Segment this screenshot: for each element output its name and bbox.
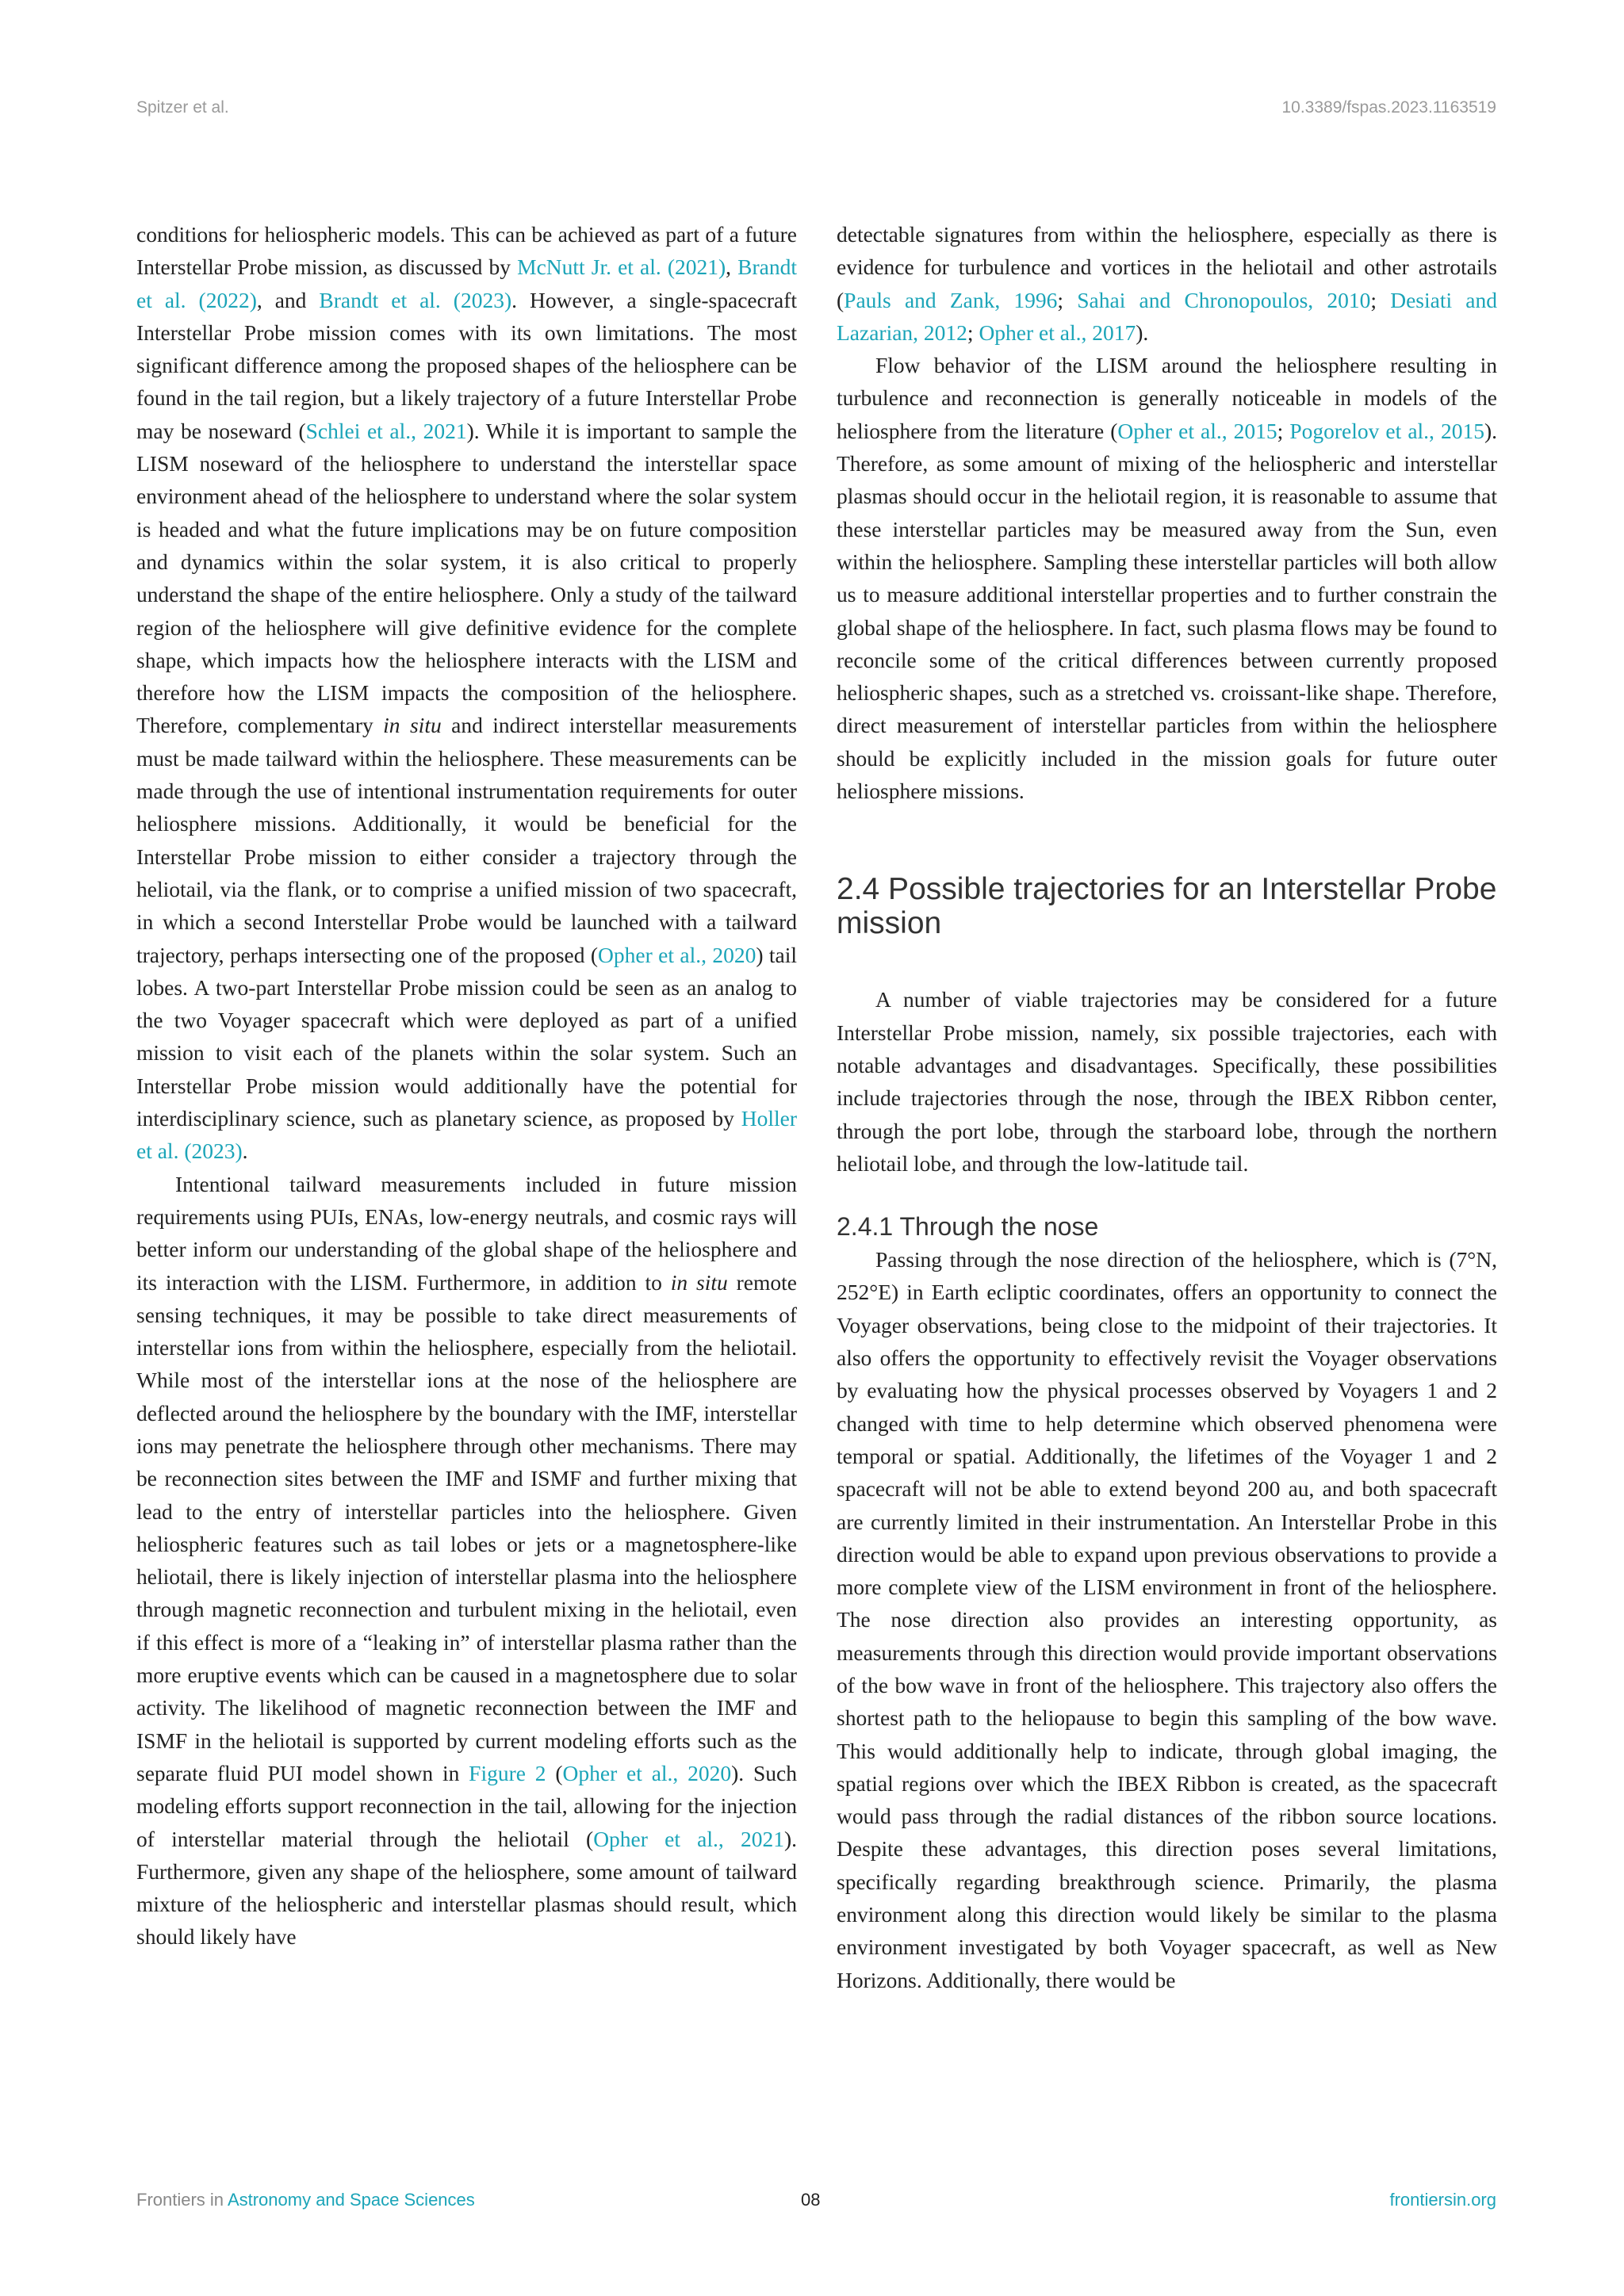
citation-link[interactable]: Desiati and Lazarian, 2012 [837,287,1497,345]
section-heading: 2.4 Possible trajectories for an Interstellar Probe mission [837,872,1497,941]
paragraph [837,349,1497,807]
text-run: ). [1136,320,1149,345]
page-number: 08 [801,2190,821,2210]
text-run: ; [1057,287,1078,312]
paragraph [136,1168,797,1954]
text-run: Intentional tailward measurements included in future mission requirements using PUIs, ENAs, low-energy neutrals, and cosmic rays will better inform our understanding of the global shape of the heliosphere and its interaction with the LISM. Furthermore, in addition to [136,1171,797,1295]
right-column [837,218,1497,1996]
text-run: . [242,1138,248,1164]
citation-link[interactable]: Opher et al., 2020 [598,942,756,967]
text-run: ). Therefore, as some amount of mixing of the heliospheric and interstellar plasmas should occur in the heliotail region, it is reasonable to assume that these interstellar particles may be measured away from the Sun, even within the heliosphere. Sampling these interstellar particles will both allow us to measure additional interstellar properties and to further constrain the global shape of the heliosphere. In fact, such plasma flows may be found to reconcile some of the critical differences between currently proposed heliospheric shapes, such as a stretched vs. croissant-like shape. Therefore, direct measurement of interstellar particles from within the heliosphere should be explicitly included in the mission goals for future outer heliosphere missions. [837,418,1497,804]
text-run: , [726,254,738,280]
text-run: , and [256,287,320,312]
citation-link[interactable]: Opher et al., 2021 [593,1826,784,1851]
footer-journal [136,2190,475,2210]
citation-link[interactable]: Brandt et al. (2022) [136,254,798,312]
text-run: ). Furthermore, given any shape of the heliosphere, some amount of tailward mixture of the heliospheric and interstellar plasmas should result, which should likely have [136,1826,797,1950]
paragraph: Passing through the nose direction of the heliosphere, which is (7°N, 252°E) in Earth ecliptic coordinates, offers an opportunity to connect the Voyager observations, being close to the midpoint of their trajectories. It also offers the opportunity to effectively revisit the Voyager observations by evaluating how the physical processes observed by Voyagers 1 and 2 changed with time to help determine which observed phenomena were temporal or spatial. Additionally, the lifetimes of the Voyager 1 and 2 spacecraft will not be able to extend beyond 200 au, and both spacecraft are currently limited in their instrumentation. An Interstellar Probe in this direction would be able to expand upon previous observations to provide a more complete view of the LISM environment in front of the heliosphere. The nose direction also provides an interesting opportunity, as measurements through this direction would provide important observations of the bow wave in front of the heliosphere. This trajectory also offers the shortest path to the heliopause to begin this sampling of the bow wave. This would additionally help to indicate, through global imaging, the spatial regions over which the IBEX Ribbon is created, as the spacecraft would pass through the radial distances of the ribbon source locations. Despite these advantages, this direction poses several limitations, specifically regarding breakthrough science. Primarily, the plasma environment along this direction would likely be similar to the plasma environment investigated by both Voyager spacecraft, as well as New Horizons. Additionally, there would be [837,1247,1497,1992]
text-run: detectable signatures from within the heliosphere, especially as there is evidence for turbulence and vortices in the heliotail and other astrotails ( [837,222,1497,312]
paragraph [837,218,1497,349]
paragraph: A number of viable trajectories may be considered for a future Interstellar Probe mission, namely, six possible trajectories, each with notable advantages and disadvantages. Specifically, these possibilities include trajectories through the nose, through the IBEX Ribbon center, through the port lobe, through the starboard lobe, through the northern heliotail lobe, and through the low-latitude tail. [837,987,1497,1176]
text-run: ; [1370,287,1391,312]
figure-link[interactable]: Figure 2 [469,1760,546,1785]
citation-link[interactable]: Pauls and Zank, 1996 [844,287,1058,312]
text-run: ). Such modeling efforts support reconnection in the tail, allowing for the injection of interstellar material through the heliotail ( [136,1760,797,1851]
citation-link[interactable]: Opher et al., 2017 [979,320,1136,345]
text-run: ( [546,1760,563,1785]
text-run: conditions for heliospheric models. This can be achieved as part of a future Interstellar Probe mission, as discussed by [136,222,797,280]
citation-link[interactable]: Brandt et al. (2023) [319,287,512,312]
journal-name-link[interactable]: Astronomy and Space Sciences [227,2190,475,2210]
site-link[interactable]: frontiersin.org [1389,2190,1496,2210]
citation-link[interactable]: Opher et al., 2020 [562,1760,732,1785]
running-header-doi: 10.3389/fspas.2023.1163519 [1281,98,1496,117]
text-run: . However, a single-spacecraft Interstellar Probe mission comes with its own limitations. The most significant difference among the proposed shapes of the heliosphere can be found in the tail region, but a likely trajectory of a future Interstellar Probe may be noseward ( [136,287,797,443]
text-run: ). While it is important to sample the LISM noseward of the heliosphere to understand the interstellar space environment ahead of the heliosphere to understand where the solar system is headed and what the future implications may be on future composition and dynamics within the solar system, it is also critical to properly understand the shape of the entire heliosphere. Only a study of the tailward region of the heliosphere will give definitive evidence for the complete shape, which impacts how the heliosphere interacts with the LISM and therefore how the LISM impacts the composition of the heliosphere. Therefore, complementary [136,418,797,738]
citation-link[interactable]: Holler et al. (2023) [136,1106,797,1164]
citation-link[interactable]: Schlei et al., 2021 [305,418,467,443]
citation-link[interactable]: Opher et al., 2015 [1117,418,1277,443]
text-run: ; [1277,418,1290,443]
text-run: ) tail lobes. A two-part Interstellar Probe mission could be seen as an analog to the two Voyager spacecraft which were deployed as part of a unified mission to visit each of the planets within the solar system. Such an Interstellar Probe mission would additionally have the potential for interdisciplinary science, such as planetary science, as proposed by [136,942,798,1131]
text-run: and indirect interstellar measurements must be made tailward within the heliosphere. These measurements can be made through the use of intentional instrumentation requirements for outer heliosphere missions. Additionally, it would be beneficial for the Interstellar Probe mission to either consider a trajectory through the heliotail, via the flank, or to comprise a unified mission of two spacecraft, in which a second Interstellar Probe would be launched with a tailward trajectory, perhaps intersecting one of the proposed ( [136,713,798,967]
paragraph [136,218,797,1168]
subsection-heading: 2.4.1 Through the nose [837,1212,1099,1242]
journal-prefix: Frontiers in [136,2190,228,2210]
left-column [136,218,797,1954]
citation-link[interactable]: Sahai and Chronopoulos, 2010 [1077,287,1371,312]
running-header-authors: Spitzer et al. [136,98,229,117]
italic-term: in situ [383,713,442,738]
text-run: remote sensing techniques, it may be possible to take direct measurements of interstellar ions from within the heliosphere, especially from the heliotail. While most of the interstellar ions at the nose of the heliosphere are deflected around the heliosphere by the boundary with the IMF, interstellar ions may penetrate the heliosphere through other mechanisms. There may be reconnection sites between the IMF and ISMF and further mixing that lead to the entry of interstellar particles into the heliosphere. Given heliospheric features such as tail lobes or jets or a magnetosphere-like heliotail, there is likely injection of interstellar plasma into the heliosphere through magnetic reconnection and turbulent mixing in the heliotail, even if this effect is more of a “leaking in” of interstellar plasma rather than the more eruptive events which can be caused in a magnetosphere due to solar activity. The likelihood of magnetic reconnection between the IMF and ISMF in the heliotail is supported by current modeling efforts such as the separate fluid PUI model shown in [136,1269,797,1785]
text-run: Flow behavior of the LISM around the heliosphere resulting in turbulence and reconnection is generally noticeable in models of the heliosphere from the literature ( [837,353,1497,443]
italic-term: in situ [670,1269,728,1295]
text-run: ; [967,320,979,345]
citation-link[interactable]: McNutt Jr. et al. (2021) [517,254,726,280]
citation-link[interactable]: Pogorelov et al., 2015 [1289,418,1484,443]
